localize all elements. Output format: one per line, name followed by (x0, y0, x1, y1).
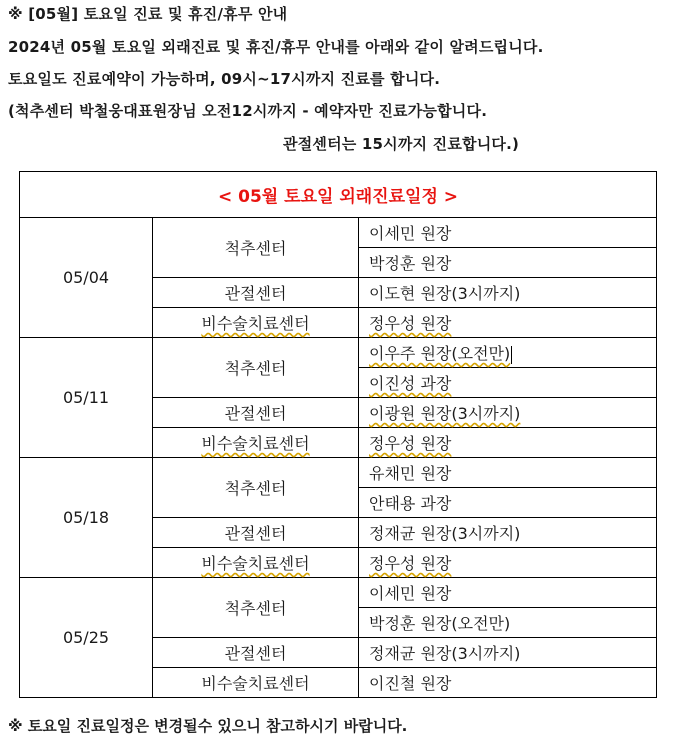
table-row (20, 338, 657, 368)
doctor-text: 정우성 원장 (369, 554, 452, 573)
doctor-cell: 박정훈 원장(오전만) (359, 608, 657, 638)
doctor-text: 이광원 원장(3시까지) (369, 404, 521, 423)
center-name-cell: 관절센터 (153, 278, 359, 308)
doctor-text: 정우성 원장 (369, 314, 452, 333)
date-cell: 05/11 (20, 338, 153, 458)
notice-line-3: (척추센터 박철웅대표원장님 오전12시까지 - 예약자만 진료가능합니다. (8, 102, 488, 120)
doctor-cell (359, 548, 657, 578)
doctor-cell (359, 398, 657, 428)
doctor-cell: 이세민 원장 (359, 578, 657, 608)
doctor-text: 이우주 원장(오전만) (369, 344, 511, 363)
notice-line-2: 토요일도 진료예약이 가능하며, 09시~17시까지 진료를 합니다. (8, 70, 441, 88)
date-cell: 05/04 (20, 218, 153, 338)
center-name-cell: 관절센터 (153, 518, 359, 548)
doctor-cell: 이세민 원장 (359, 218, 657, 248)
schedule-table (19, 171, 657, 698)
doctor-cell: 이진철 원장 (359, 668, 657, 698)
center-name-cell: 관절센터 (153, 638, 359, 668)
doctor-cell: 이도현 원장(3시까지) (359, 278, 657, 308)
center-name-cell: 척추센터 (153, 218, 359, 278)
schedule-title-row (20, 172, 657, 218)
center-name-text: 비수술치료센터 (201, 554, 310, 573)
date-cell: 05/25 (20, 578, 153, 698)
center-name-cell: 비수술치료센터 (153, 668, 359, 698)
center-name-cell: 척추센터 (153, 338, 359, 398)
notice-line-1: 2024년 05월 토요일 외래진료 및 휴진/휴무 안내를 아래와 같이 알려드립니다. (8, 38, 544, 56)
center-name-cell (153, 428, 359, 458)
center-name-cell: 척추센터 (153, 578, 359, 638)
doctor-cell: 정재균 원장(3시까지) (359, 638, 657, 668)
doctor-cell: 유채민 원장 (359, 458, 657, 488)
doctor-cell (359, 368, 657, 398)
doctor-cell[interactable] (359, 338, 657, 368)
date-cell: 05/18 (20, 458, 153, 578)
center-name-cell: 관절센터 (153, 398, 359, 428)
doctor-cell: 정재균 원장(3시까지) (359, 518, 657, 548)
doctor-cell (359, 428, 657, 458)
footer-note: ※ 토요일 진료일정은 변경될수 있으니 참고하시기 바랍니다. (8, 717, 408, 735)
center-name-cell: 척추센터 (153, 458, 359, 518)
notice-heading: ※ [05월] 토요일 진료 및 휴진/휴무 안내 (8, 5, 288, 23)
table-row (20, 218, 657, 248)
center-name-text: 비수술치료센터 (201, 434, 310, 453)
doctor-text: 정우성 원장 (369, 434, 452, 453)
doctor-text: 이진성 과장 (369, 374, 452, 393)
doctor-cell: 박정훈 원장 (359, 248, 657, 278)
center-name-text: 비수술치료센터 (201, 314, 310, 333)
table-row (20, 578, 657, 608)
text-cursor (511, 346, 512, 364)
table-row (20, 458, 657, 488)
center-name-cell (153, 548, 359, 578)
doctor-cell (359, 308, 657, 338)
notice-line-4: 관절센터는 15시까지 진료합니다.) (283, 135, 520, 153)
doctor-cell: 안태용 과장 (359, 488, 657, 518)
center-name-cell (153, 308, 359, 338)
schedule-title: < 05월 토요일 외래진료일정 > (20, 172, 657, 218)
